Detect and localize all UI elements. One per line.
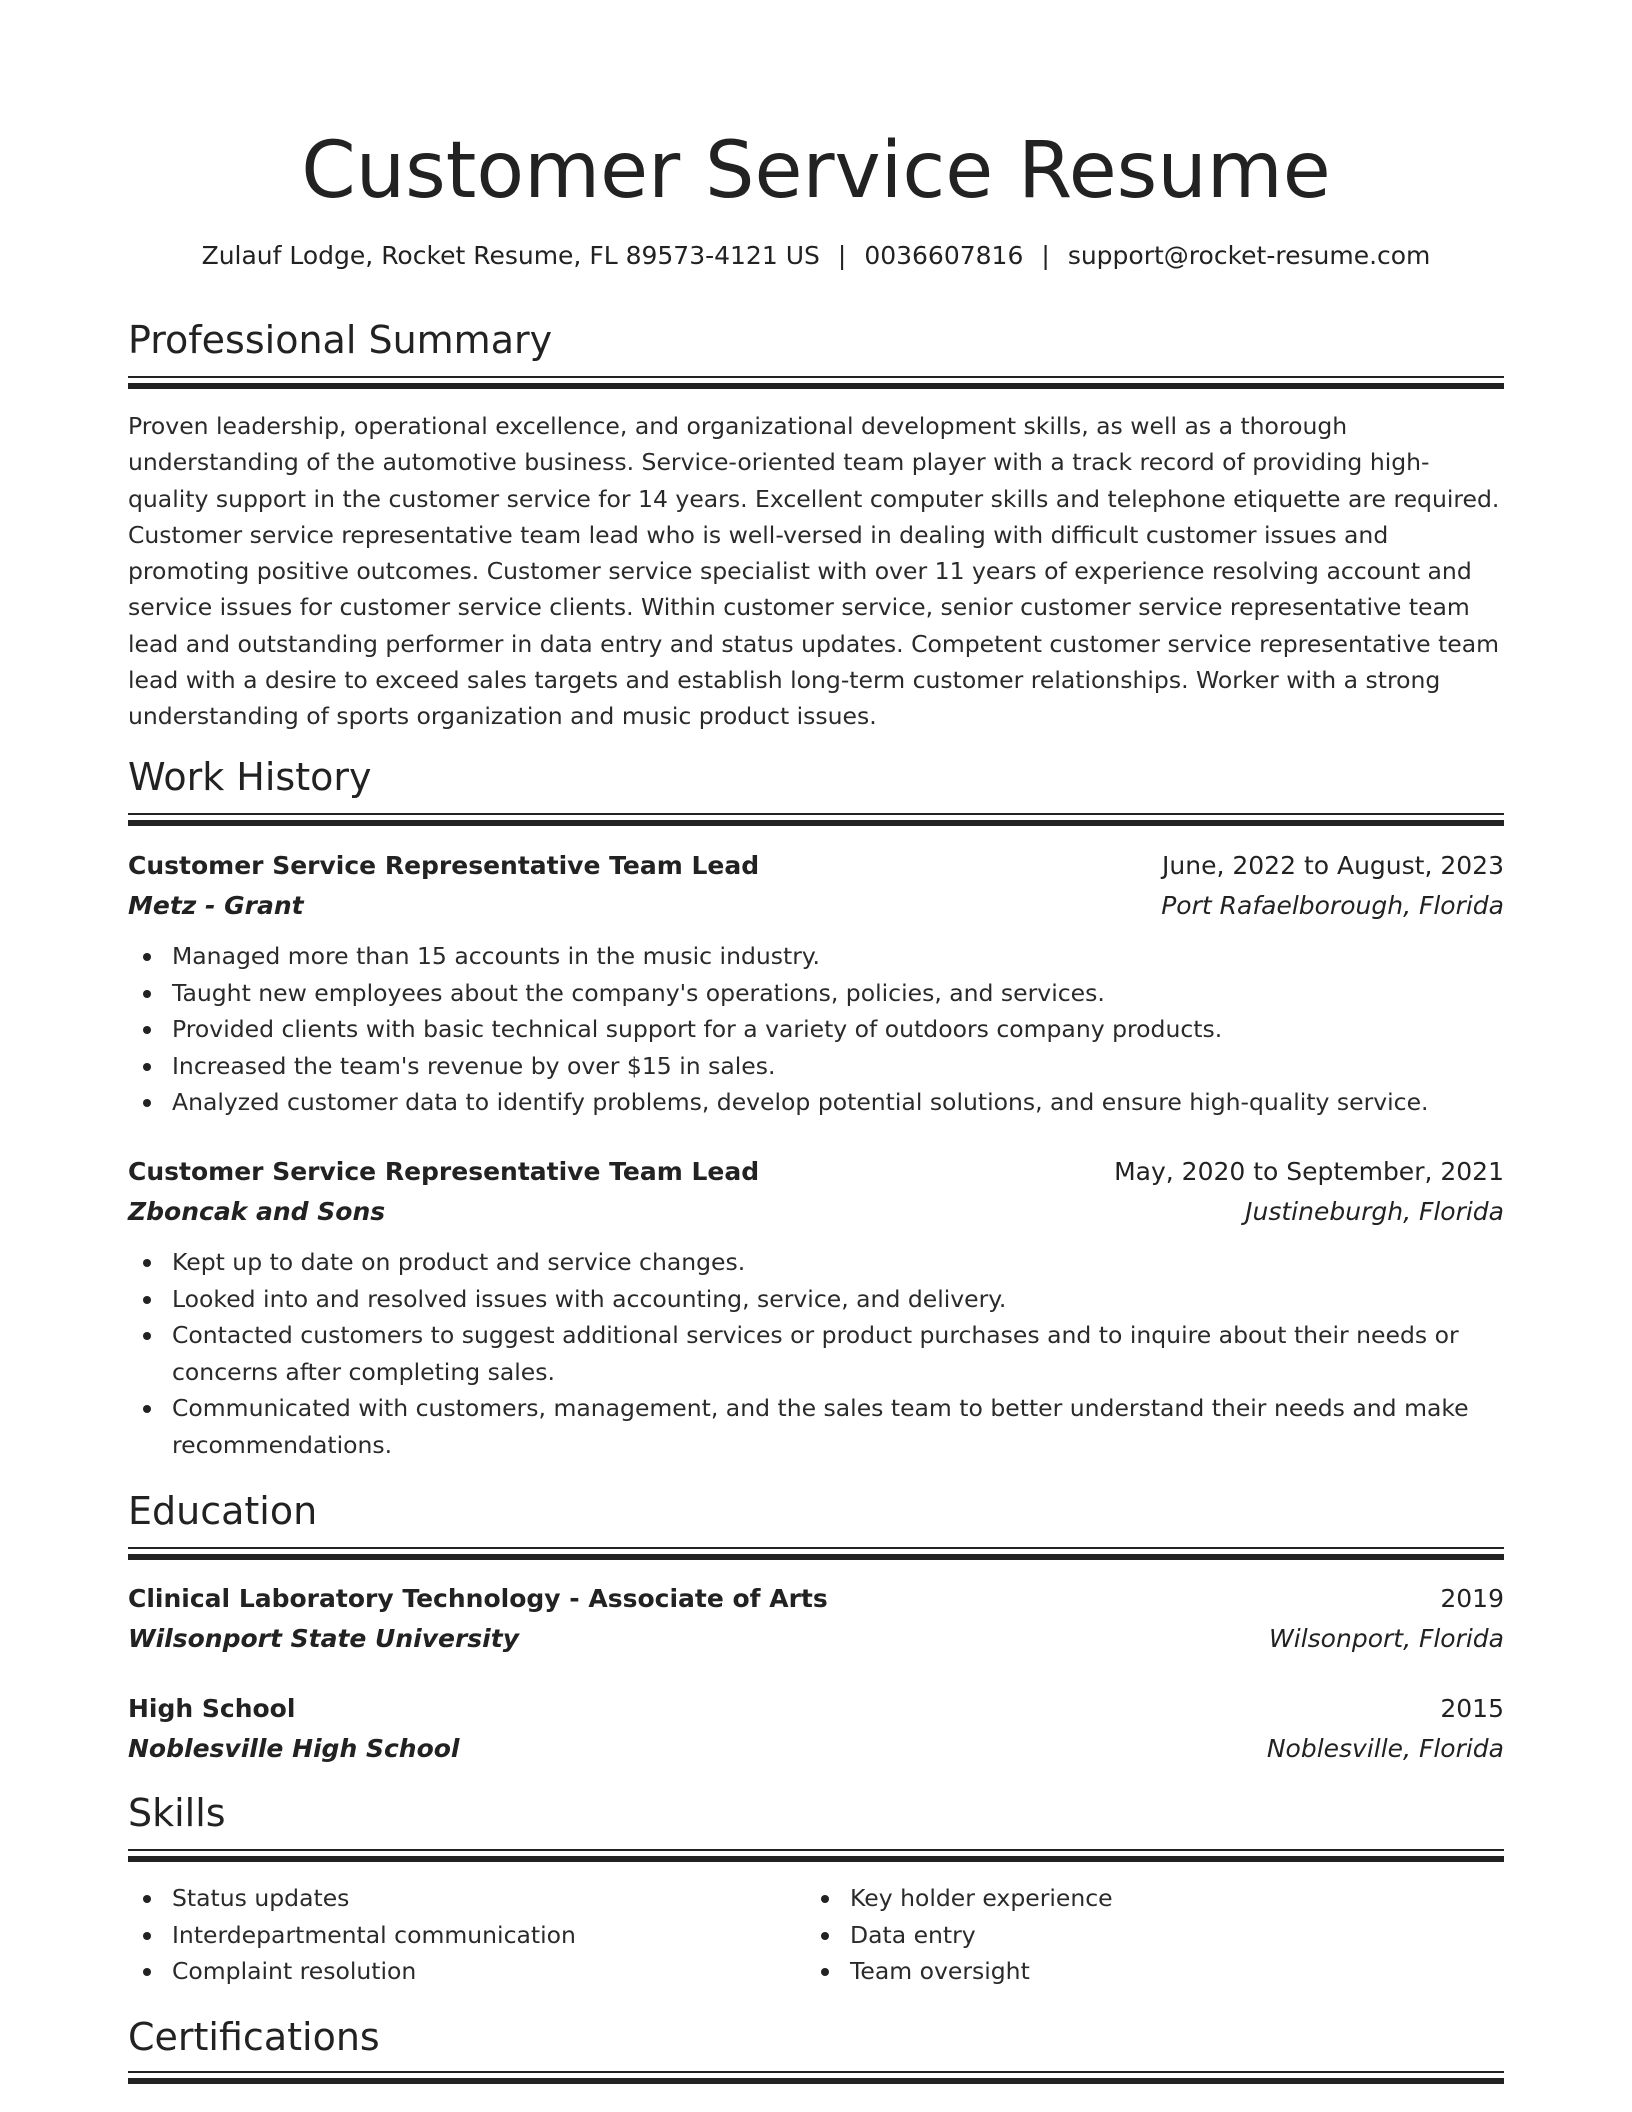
job-duty: Increased the team's revenue by over $15 in sales. xyxy=(128,1048,1504,1085)
job-dates: June, 2022 to August, 2023 xyxy=(1162,851,1504,880)
education-degree: Clinical Laboratory Technology - Associate of Arts xyxy=(128,1584,828,1613)
skill-item: Interdepartmental communication xyxy=(128,1917,806,1954)
work-history-section xyxy=(128,751,1504,827)
education-location: Noblesville, Florida xyxy=(1266,1734,1504,1763)
education-location: Wilsonport, Florida xyxy=(1269,1624,1504,1653)
section-heading-skills: Skills xyxy=(128,1791,226,1835)
skill-item: Data entry xyxy=(806,1917,1484,1954)
section-divider xyxy=(128,1547,1504,1561)
section-heading-work-history: Work History xyxy=(128,755,372,799)
job-employer: Zboncak and Sons xyxy=(128,1197,386,1226)
education-degree: High School xyxy=(128,1694,296,1723)
summary-text: Proven leadership, operational excellence, and organizational development skills, as well as a thorough understanding of the automotive business. Service-oriented team player with a track record of providing high-quality support in the customer service for 14 years. Excellent computer skills and telephone etiquette are required. Customer service representative team lead who is well-versed in dealing with difficult customer issues and promoting positive outcomes. Customer service specialist with over 11 years of experience resolving account and service issues for customer service clients. Within customer service, senior customer service representative team lead and outstanding performer in data entry and status updates. Competent customer service representative team lead with a desire to exceed sales targets and establish long-term customer relationships. Worker with a strong understanding of sports organization and music product issues. xyxy=(128,412,1500,731)
section-divider xyxy=(128,1849,1504,1863)
section-divider xyxy=(128,376,1504,390)
job-title: Customer Service Representative Team Lead xyxy=(128,1157,760,1186)
job-duty: Kept up to date on product and service changes. xyxy=(128,1244,1504,1281)
job-duties xyxy=(128,938,1504,1121)
job-duty: Managed more than 15 accounts in the music industry. xyxy=(128,938,1504,975)
education-year: 2015 xyxy=(1440,1694,1504,1723)
section-heading-summary: Professional Summary xyxy=(128,318,553,362)
skills-column-right xyxy=(806,1880,1484,1990)
job-duty: Taught new employees about the company's operations, policies, and services. xyxy=(128,975,1504,1012)
job-location: Justineburgh, Florida xyxy=(1245,1197,1504,1226)
job-duties xyxy=(128,1244,1504,1463)
job-duty: Analyzed customer data to identify problems, develop potential solutions, and ensure high-quality service. xyxy=(128,1084,1504,1121)
certifications-section xyxy=(128,2011,1504,2085)
resume-title: Customer Service Resume xyxy=(301,126,1331,216)
contact-line xyxy=(128,236,1504,276)
education-entry xyxy=(128,1689,1504,1769)
skills-section xyxy=(128,1787,1504,1990)
skills-list xyxy=(128,1880,1504,1990)
education-school: Noblesville High School xyxy=(128,1734,460,1763)
job-location: Port Rafaelborough, Florida xyxy=(1161,891,1504,920)
summary-section xyxy=(128,314,1504,735)
job-employer: Metz - Grant xyxy=(128,891,304,920)
education-school: Wilsonport State University xyxy=(128,1624,520,1653)
job-entry xyxy=(128,1152,1504,1463)
section-divider xyxy=(128,813,1504,827)
skill-item: Status updates xyxy=(128,1880,806,1917)
contact-address: Zulauf Lodge, Rocket Resume, FL 89573-4121 US xyxy=(201,241,820,270)
skill-item: Key holder experience xyxy=(806,1880,1484,1917)
section-heading-education: Education xyxy=(128,1489,318,1533)
section-divider xyxy=(128,2071,1504,2085)
job-duty: Looked into and resolved issues with accounting, service, and delivery. xyxy=(128,1281,1504,1318)
job-entry xyxy=(128,846,1504,1121)
job-duty: Provided clients with basic technical support for a variety of outdoors company products. xyxy=(128,1011,1504,1048)
job-duty: Communicated with customers, management, and the sales team to better understand their needs and make recommendations. xyxy=(128,1390,1504,1463)
education-section xyxy=(128,1485,1504,1561)
skills-column-left xyxy=(128,1880,806,1990)
skill-item: Complaint resolution xyxy=(128,1953,806,1990)
contact-email[interactable]: support@rocket-resume.com xyxy=(1067,241,1431,270)
education-entry xyxy=(128,1579,1504,1659)
contact-separator: | xyxy=(1041,241,1050,270)
contact-separator: | xyxy=(837,241,847,270)
job-dates: May, 2020 to September, 2021 xyxy=(1114,1157,1504,1186)
job-title: Customer Service Representative Team Lead xyxy=(128,851,760,880)
skill-item: Team oversight xyxy=(806,1953,1484,1990)
section-heading-certifications: Certifications xyxy=(128,2015,380,2059)
contact-phone: 0036607816 xyxy=(864,241,1024,270)
job-duty: Contacted customers to suggest additional services or product purchases and to inquire about their needs or concerns after completing sales. xyxy=(128,1317,1504,1390)
education-year: 2019 xyxy=(1440,1584,1504,1613)
